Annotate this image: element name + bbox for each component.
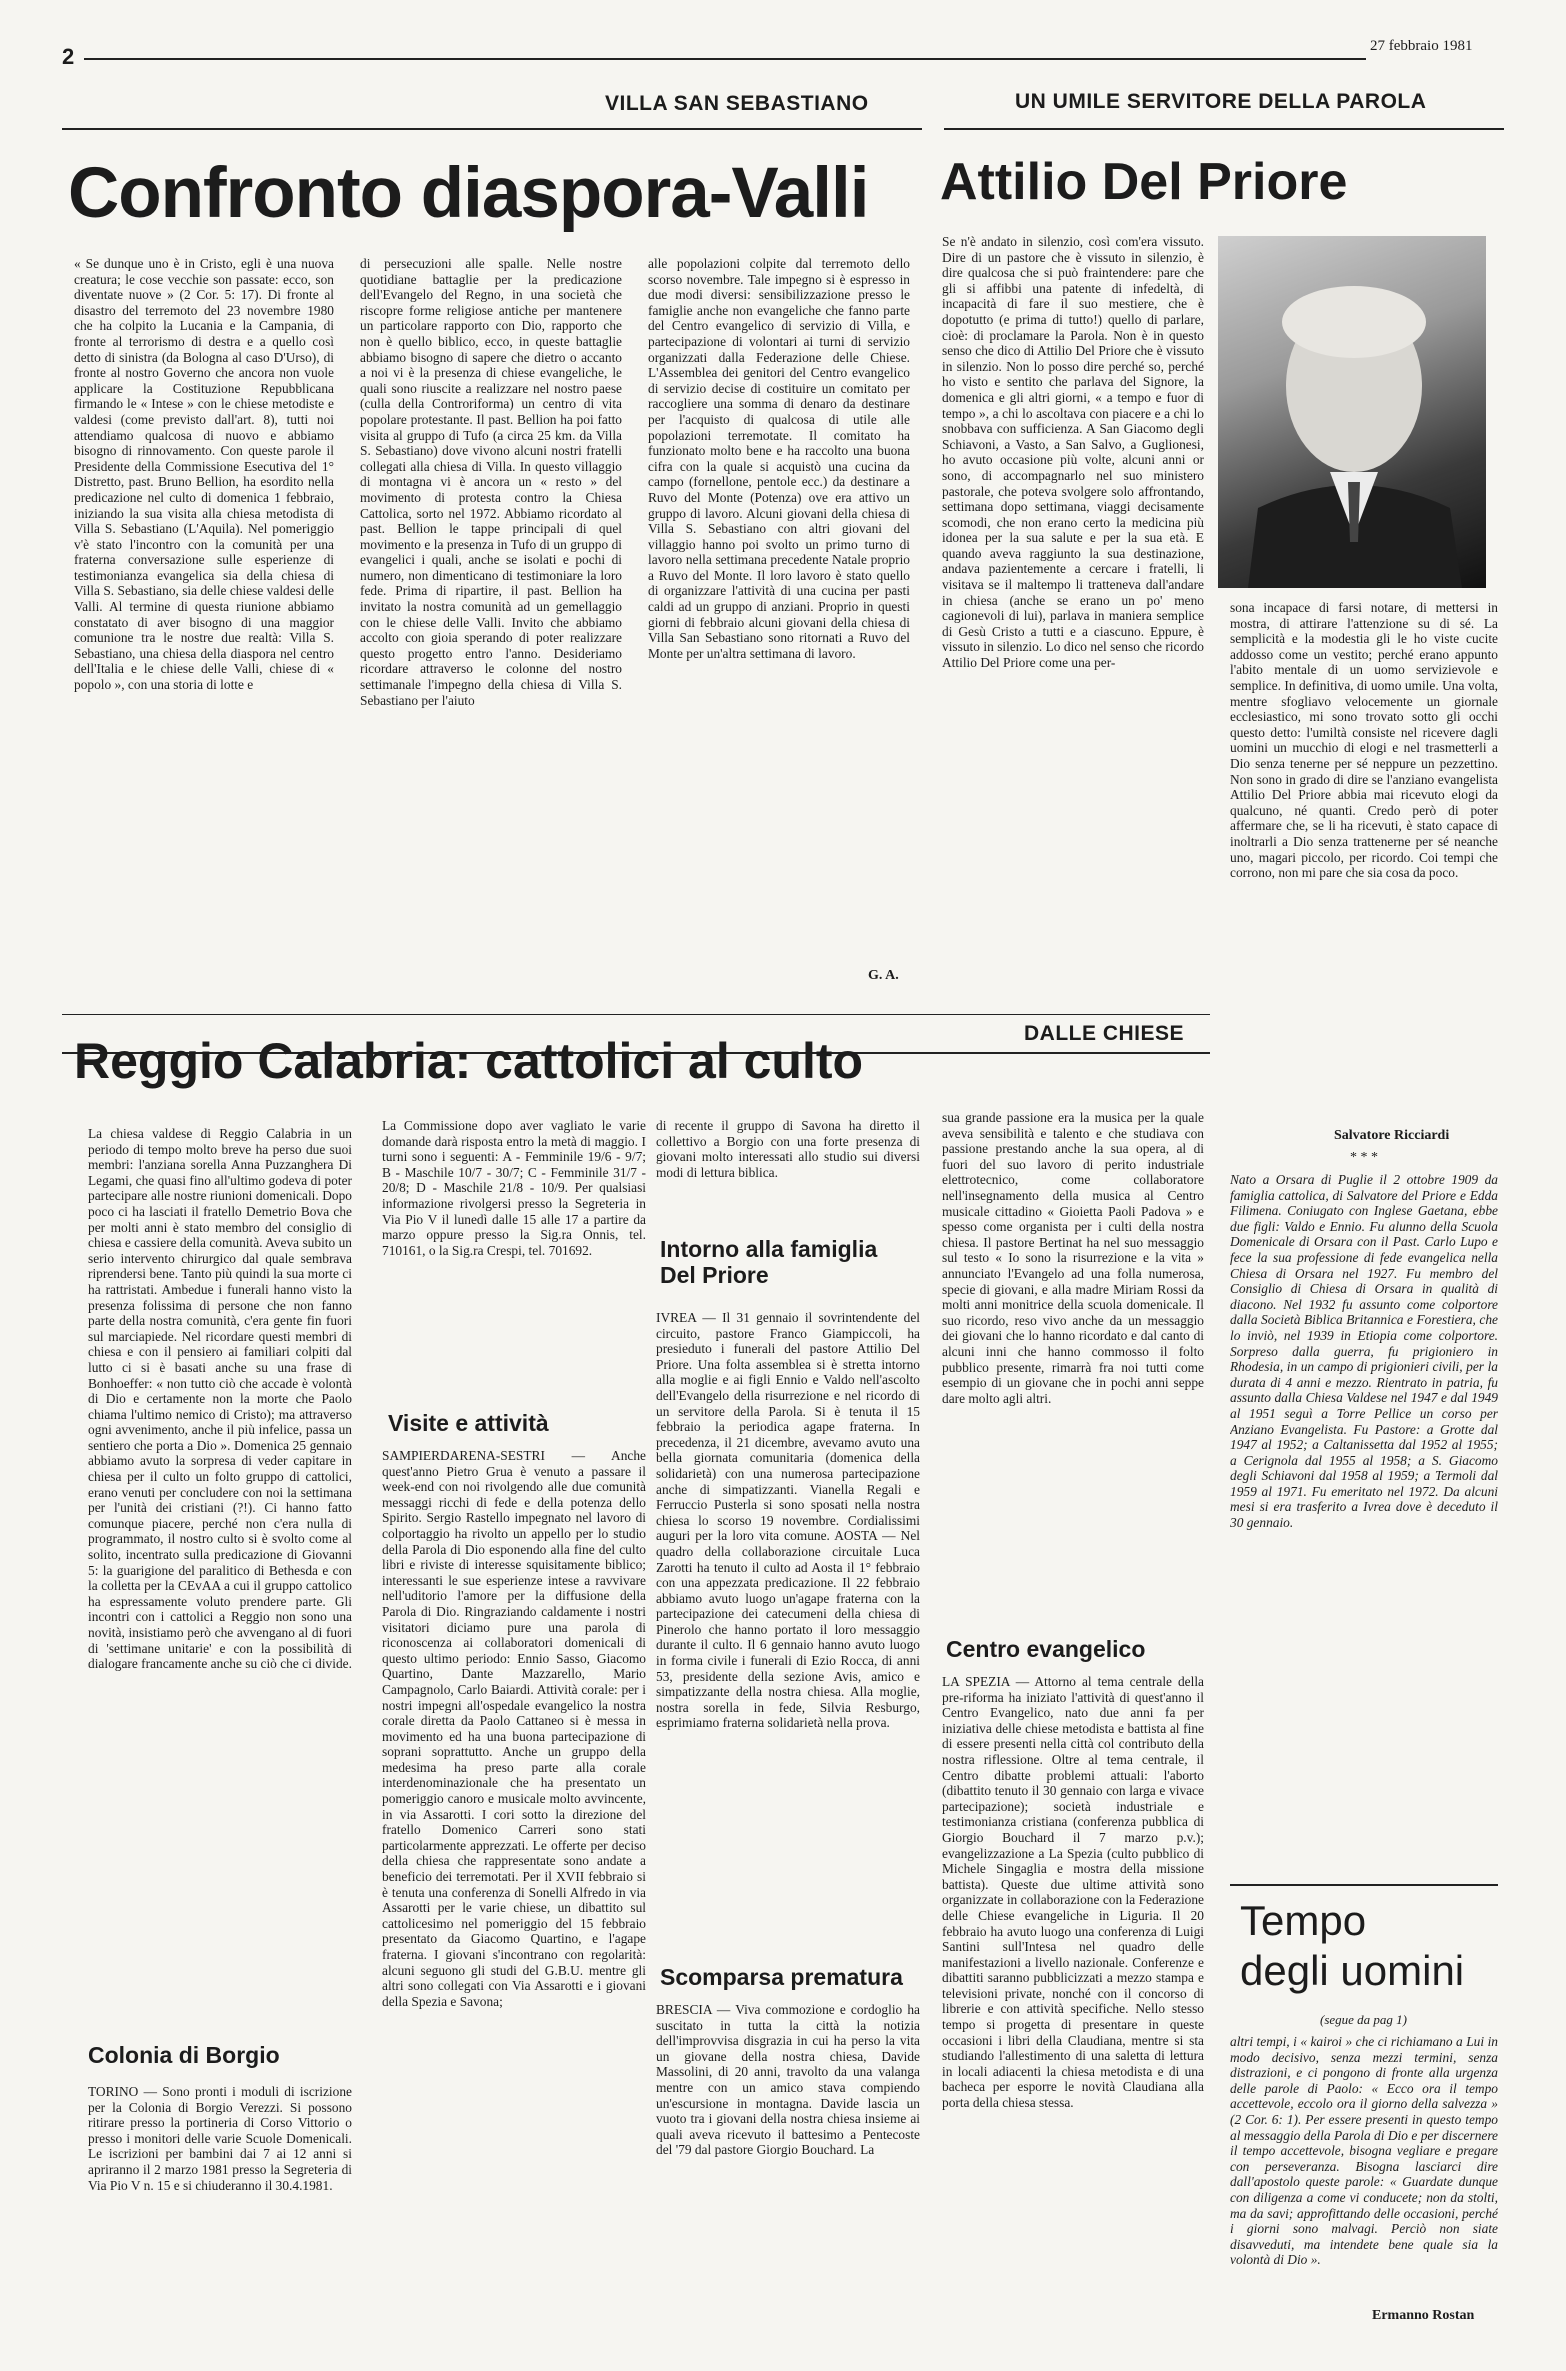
article-reggio-col2: La Commissione dopo aver vagliato le varie domande darà risposta entro la metà di maggio. I turni sono i seguenti: A - Femminile 19/6 - 9/7; B - Maschile 10/7 - 30/7; C - Femminile 31/7 - 20/8; D - Maschile 21/8 - 10/9. Per qualsiasi informazione rivolgersi presso la Segreteria in Via Pio V il lunedì dalle 15 alle 17 a partire da marzo oppure presso la Sig.ra Onnis, tel. 710161, o la Sig.ra Crespi, tel. 701692.: [382, 1118, 646, 1258]
article-separator: [62, 1014, 1210, 1015]
visite-text: SAMPIERDARENA-SESTRI — Anche quest'anno Pietro Grua è venuto a passare il week-end con noi rivolgendo alle due comunità messaggi ricchi di fede e della potenza dello Spirito. Sergio Rastello impegnato nel lavoro di colportaggio ha rivolto un appello per lo studio della Parola di Dio esponendo alla fine del culto libri e riviste di interesse squisitamente biblico; interessanti le sue esperienze intese a ravvivare nell'uditorio l'amore per la diffusione della Parola di Dio. Ringraziando caldamente i nostri visitatori diciamo pure una parola di riconoscenza ai collaboratori domenicali di questo ultimo periodo: Ennio Sasso, Giacomo Quartino, Dante Mazzarello, Mario Campagnolo, Carlo Baiardi. Attività corale: per i nostri impegni all'ospedale evangelico la nostra corale diretta da Paolo Cattaneo si è messa in movimento ed ha una buona partecipazione di soprani soprattutto. Anche un gruppo della medesima ha preso parte alla corale interdenominazionale che ha presentato un pomeriggio canoro e musicale molto avvincente, in via Assarotti. I cori sotto la direzione del fratello Domenico Carreri sono stati particolarmente apprezzati. Le offerte per deciso della chiesa che rappresentate sono andate a beneficio dei terremotati. Per il XVII febbraio si è tenuta una conferenza di Sonelli Alfredo in via Assarotti per le varie chiese, un dibattito sul cattolicesimo nel pomeriggio del 15 febbraio presentato da Giacomo Quartino, e l'agape fraterna. I giovani s'incontrano con regolarità: alcuni seguono gli studi del G.B.U. mentre gli altri sono collegati con Via Assarotti e i giovani della Spezia e Savona;: [382, 1448, 646, 2009]
article-diaspora-col1: « Se dunque uno è in Cristo, egli è una nuova creatura; le cose vecchie son passate: ecco, son diventate nuove » (2 Cor. 5: 17). Di fronte al disastro del terremoto del 23 novembre 1980 che ha colpito la Lucania e la Campania, di fronte al terrorismo di destra e a quello così detto di sinistra (da Bologna al caso D'Urso), di fronte al nostro Governo che ancora non vuole applicare la Costituzione Repubblicana firmando le « Intese » con le chiese metodiste e valdesi (come previsto dall'art. 8), tutti noi attendiamo qualcosa di nuovo e abbiamo bisogno di rinnovamento. Con queste parole il Presidente della Commissione Esecutiva del 1° Distretto, past. Bruno Bellion, ha esordito nella predicazione nel culto di domenica 1 febbraio, iniziando la sua visita alla chiesa metodista di Villa S. Sebastiano (L'Aquila). Nel pomeriggio v'è stato l'incontro con la comunità per una fraterna conversazione sulle esperienze di testimonianza evangelica sia della chiesa di Villa S. Sebastiano, sia delle chiese valdesi delle Valli. Al termine di questa riunione abbiamo constatato di aver bisogno di una maggior comunione tra le nostre due realtà: Villa S. Sebastiano, una chiesa della diaspora nel centro dell'Italia e le chiese delle Valli, chiese di « popolo », con una storia di lotte e: [74, 256, 334, 693]
tempo-rule: [1230, 1884, 1498, 1886]
subhead-colonia: Colonia di Borgio: [88, 2042, 280, 2068]
intorno-text: IVREA — Il 31 gennaio il sovrintendente del circuito, pastore Franco Giampiccoli, ha presieduto i funerali del pastore Attilio Del Priore. Una folta assemblea si è stretta intorno alla moglie e ai figli Ennio e Valdo nell'ascolto dell'Evangelo della risurrezione e nel ricordo di un servitore della Parola. Si è tenuta il 15 febbraio la periodica agape fraterna. In precedenza, il 21 dicembre, avevamo avuto una bella giornata comunitaria (domenica della solidarietà) con una numerosa partecipazione anche di simpatizzanti. Vianella Regali e Ferruccio Pusterla si sono sposati nella nostra chiesa lo scorso 19 novembre. Cordialissimi auguri per la loro vita comune. AOSTA — Nel quadro della collaborazione circuitale Luca Zarotti ha tenuto il culto ad Aosta il 1° febbraio con una appezzata predicazione. Il 22 febbraio abbiamo avuto luogo un'agape fraterna con la partecipazione dei catecumeni della chiesa di Pinerolo che hanno portato il loro messaggio durante il culto. Il 6 gennaio hanno avuto luogo in forma civile i funerali di Ezio Rocca, di anni 53, presidente della sezione Avis, amico e simpatizzante della nostra chiesa. Alla moglie, nostra sorella in fede, Silvia Resburgo, esprimiamo fraterna solidarietà nella prova.: [656, 1310, 920, 1731]
article-title-diaspora: Confronto diaspora-Valli: [68, 154, 869, 233]
article-reggio-col4: sua grande passione era la musica per la quale aveva sensibilità e talento e che studiava con passione prestando anche la sua opera, al di fuori del suo lavoro di perito industriale elettrotecnico, come collaboratore nell'insegnamento della musica al Centro musicale cittadino « Gioietta Paoli Padova » e spesso come organista per i culti della nostra chiesa. Il pastore Bertinat ha nel suo messaggio sul testo « Io sono la risurrezione e la vita » annunciato l'Evangelo ad una folla numerosa, specie di giovani, e alla madre Miriam Rossi da molti anni monitrice della scuola domenicale. Il suo ricordo, reso vivo anche da un messaggio dei giovani che lo hanno ricordato e dal canto di alcuni inni che hanno commosso il folto pubblico presente, rimarrà fra noi tutti come esempio di un giovane che in pochi anni seppe dare molto agli altri.: [942, 1110, 1204, 1406]
scomparsa-text: BRESCIA — Viva commozione e cordoglio ha suscitato in tutta la città la notizia dell'improvvisa disgrazia in cui ha perso la vita un giovane della nostra chiesa, Davide Massolini, di 20 anni, travolto da una valanga mentre con un amico stava compiendo un'escursione in montagna. Davide lascia un vuoto tra i giovani della nostra chiesa insieme ai quali aveva ricevuto il battesimo a Pentecoste del '79 dal pastore Giorgio Bouchard. La: [656, 2002, 920, 2158]
del-priore-biography: Nato a Orsara di Puglie il 2 ottobre 1909 da famiglia cattolica, di Salvatore del Priore e Edda Filimena. Coniugato con Inglese Gaetana, ebbe due figli: Valdo e Ennio. Fu alunno della Scuola Domenicale di Orsara con il Past. Carlo Lupo e fece la sua professione di fede evangelica nella Chiesa di Orsara nel 1927. Fu membro del Consiglio di Chiesa di Orsara in qualità di diacono. Nel 1932 fu assunto come colportore dalla Società Biblica Britannica e Forestiera, che lo inviò, nel 1939 in Etiopia come colportore. Sorpreso dalla guerra, fu prigioniero in Rhodesia, in un campo di prigionieri civili, per la durata di 4 anni e mezzo. Rientrato in patria, fu assunto dalla Chiesa Valdese nel 1947 e dal 1949 al 1951 seguì a Torre Pellice un corso per Anziano Evangelista. Fu Pastore: a Grotte dal 1947 al 1952; a Caltanissetta dal 1952 al 1955; a Cerignola dal 1955 al 1958; a S. Giacomo degli Schiavoni dal 1958 al 1959; a Termoli dal 1959 al 1971. Fu emeritato nel 1972. Da alcuni mesi si era trasferito a Ivrea dove è deceduto il 30 gennaio.: [1230, 1172, 1498, 1531]
section-label-left: VILLA SAN SEBASTIANO: [605, 92, 869, 115]
colonia-text: TORINO — Sono pronti i moduli di iscrizione per la Colonia di Borgio Verezzi. Si possono ritirare presso la portineria di Corso Vittorio o presso i monitori delle varie Scuole Domenicali. Le iscrizioni per bambini dai 7 ai 12 anni si apriranno il 2 marzo 1981 presso la Segreteria di Via Pio V n. 15 e si chiuderanno il 30.4.1981.: [88, 2084, 352, 2193]
signature-rostan: Ermanno Rostan: [1372, 2308, 1475, 2323]
section-label-churches: DALLE CHIESE: [1024, 1022, 1185, 1045]
article-diaspora-col3: alle popolazioni colpite dal terremoto dello scorso novembre. Tale impegno si è espresso in due modi diversi: sensibilizzazione presso le famiglie anche non evangeliche che fanno parte del Centro evangelico di servizio di Villa, e partecipazione di volontari ai turni di servizio organizzati dalla Federazione delle Chiese. L'Assemblea dei genitori del Centro evangelico di servizio decise di costituire un comitato per raccogliere una somma di denaro da destinare per l'acquisto di qualcosa di utile alle popolazioni terremotate. Il comitato ha funzionato molto bene e ha raccolto una buona cifra con la quale si acquistò una cucina da campo (fornellone, pentole ecc.) da destinare a Ruvo del Monte (Potenza) ove era attivo un gruppo di lavoro. Alcuni giovani della chiesa di Villa S. Sebastiano con altri giovani del villaggio hanno poi svolto un primo turno di lavoro nella settimana precedente Natale proprio a Ruvo del Monte. Il loro lavoro è stato quello di organizzare l'attività di una cucina per pasti caldi ad un gruppo di anziani. Proprio in questi giorni di febbraio alcuni giovani della chiesa di Villa San Sebastiano sono ritornati a Ruvo del Monte per un'altra settimana di lavoro.: [648, 256, 910, 661]
tempo-title-line2: degli uomini: [1240, 1947, 1465, 1994]
subhead-centro: Centro evangelico: [946, 1636, 1146, 1662]
article-reggio-col1: La chiesa valdese di Reggio Calabria in un periodo di tempo molto breve ha perso due suoi membri: l'anziana sorella Anna Puzzanghera Di Legami, che quasi fino all'ultimo godeva di poter partecipare alle nostre riunioni domenicali. Dopo poco ci ha lasciati il fratello Demetrio Bova che per molti anni è stato membro del consiglio di chiesa e cassiere della comunità. Aveva subito un serio intervento chirurgico dal quale sembrava riprendersi bene. Tanto più quindi la sua morte ci ha rattristati. Ambedue i funerali hanno visto la presenza folissima di persone che non fanno parte della nostra comunità, c'era gente fin fuori sul marciapiede. Nel ricordare questi membri di chiesa e con il pensiero ai familiari colpiti dal lutto ci si è basati anche su una frase di Bonhoeffer: « non tutto ciò che accade è volontà di Dio e certamente non la morte che Paolo chiama l'ultimo nemico di Cristo); ma attraverso ogni avvenimento, anche il più infelice, passa un sentiero che porta a Dio ». Domenica 25 gennaio abbiamo avuto la sorpresa di veder capitare in chiesa per il culto un folto gruppo di cattolici, erano venuti per concludere con noi la settimana per l'unità dei cristiani (?!). Ci hanno fatto comunque piacere, perché non c'era nulla di programmato, il nostro culto si è svolto come al solito, incentrato sulla predicazione di Giovanni 5: la guarigione del paralitico di Bethesda e con la colletta per la CEvAA a cui il gruppo cattolico ha espressamente voluto prendere parte. Gli incontri con i cattolici a Reggio non sono una novità, insistiamo però che avvengano al di fuori di 'settimane unitarie' e con la possibilità di dialogare francamente anche su ciò che ci divide.: [88, 1126, 352, 1672]
issue-date: 27 febbraio 1981: [1370, 38, 1473, 54]
section-label-right: UN UMILE SERVITORE DELLA PAROLA: [1015, 90, 1427, 113]
article-del-priore-col1: Se n'è andato in silenzio, così com'era vissuto. Dire di un pastore che è vissuto in silenzio, è dire qualcosa che si può fraintendere: pare che gli si affibbi una patente di infedeltà, di incapacità di fare il suo mestiere, che è dopotutto (e prima di tutto!) quello di parlare, cioè: di proclamare la Parola. Non è in questo senso che dico di Attilio Del Priore che è vissuto in silenzio. Non lo posso dire perché so, perché ho visto e sentito che parlava del Signore, la domenica e gli altri giorni, « a tempo e fuor di tempo », a chi lo ascoltava con piacere e a chi lo snobbava con sufficienza. A San Giacomo degli Schiavoni, a Vasto, a San Salvo, a Guglionesi, ho avuto occasione più volte, alcuni anni or sono, di accompagnarlo nel suo ministero pastorale, che poteva svolgere solo affrontando, settimana dopo settimana, viaggi decisamente scomodi, che non erano certo la medicina più idonea per la sua salute e per la sua età. E quando aveva raggiunto la sua destinazione, andava pazientemente a cercare i fratelli, li visitava se il maltempo li tratteneva dall'andare in chiesa (anche se erano un po' meno cagionevoli di lui), parlava in maniera semplice di Gesù Cristo a tutti e a ciascuno. Eppure, è vissuto in silenzio. Lo dico nel senso che ricordo Attilio Del Priore come una per-: [942, 234, 1204, 671]
portrait-photo: [1218, 236, 1486, 588]
tempo-text: altri tempi, i « kairoi » che ci richiamano a Lui in modo decisivo, senza mezzi termini, senza distrazioni, e ci pongono di fronte alla urgenza delle parole di Paolo: « Ecco ora il tempo accettevole, eccolo ora il giorno della salvezza » (2 Cor. 6: 1). Per essere presenti in questo tempo al messaggio della Parola di Dio e per discernere il tempo accettevole, bisogna vegliare e pregare con perseveranza. Bisogna lasciarci dire dall'apostolo queste parole: « Guardate dunque con diligenza a come vi conducete; non da stolti, ma da savi; approfittando delle occasioni, perché i giorni sono malvagi. Perciò non siate disavveduti, ma intendete bene quale sia la volontà di Dio ».: [1230, 2034, 1498, 2268]
subhead-scomparsa: Scomparsa prematura: [660, 1964, 903, 1990]
page-number: 2: [62, 44, 75, 69]
article-del-priore-col2: sona incapace di farsi notare, di mettersi in mostra, di attirare l'attenzione su di sé. La semplicità e la modestia gli le ho viste cucite addosso come un vestito; perché erano appunto l'abito mentale di un uomo servizievole e semplice. In definitiva, di uomo umile. Una volta, mentre sfogliavo velocemente un giornale ecclesiastico, mi sono trovato sotto gli occhi questo detto: l'umiltà consiste nel ricevere dagli uomini un mucchio di elogi e nel trasmetterli a Dio senza tenerne per sé neppure un pezzettino. Non sono in grado di dire se l'anziano evangelista Attilio Del Priore abbia mai ricevuto elogi da qualcuno, né quanti. Credo però di poter affermare che, se li ha ricevuti, è stato capace di inoltrarli a Dio senza trattenerne per sé neanche uno, magari piccolo, per ricordo. Coi tempi che corrono, non mi pare che sia cosa da poco.: [1230, 600, 1498, 881]
masthead-rule: [84, 58, 1366, 60]
subhead-intorno: Intorno alla famiglia Del Priore: [660, 1236, 878, 1289]
article-diaspora-col2: di persecuzioni alle spalle. Nelle nostre quotidiane battaglie per la predicazione dell'Evangelo del Regno, in una società che riscopre forme religiose antiche per mantenere un particolare rapporto con Dio, rapporto che non è quello biblico, ecco, in queste battaglie abbiamo bisogno di sapere che dietro o accanto a noi vi è la presenza di chiese evangeliche, le quali sono riuscite a realizzare nel nostro paese (culla della Controriforma) un centro di vita popolare protestante. Il past. Bellion ha poi fatto visita al gruppo di Tufo (a circa 25 km. da Villa S. Sebastiano) dove vivono alcuni nostri fratelli collegati alla chiesa di Villa. In questo villaggio di montagna vi è ancora un « resto » del movimento di protesta contro la Chiesa Cattolica, sorto nel 1972. Abbiamo ricordato al past. Bellion le tappe principali di quel movimento e la presenza in Tufo di un gruppo di evangelici i quali, anche se isolati e pochi di numero, non dimenticano di testimoniare la loro fede. Prima di ripartire, il past. Bellion ha invitato la nostra comunità ad un gemellaggio con le chiese delle Valli. Invito che abbiamo accolto con gioia sperando di poter realizzare questo progetto entro l'anno. Desideriamo ricordare attraverso le colonne del nostro settimanale l'impegno della chiesa di Villa S. Sebastiano per l'aiuto: [360, 256, 622, 708]
signature-ricciardi: Salvatore Ricciardi: [1334, 1128, 1450, 1143]
subhead-visite: Visite e attività: [388, 1410, 549, 1436]
tempo-title-line1: Tempo: [1240, 1897, 1367, 1944]
section-rule-left: [62, 128, 922, 130]
portrait-illustration: [1218, 236, 1486, 588]
stars-divider: * * *: [1350, 1150, 1378, 1165]
article-reggio-col3: di recente il gruppo di Savona ha diretto il collettivo a Borgio con una forte presenza di giovani molto interessati allo studio sui diversi modi di lettura biblica.: [656, 1118, 920, 1180]
article-title-del-priore: Attilio Del Priore: [940, 153, 1348, 211]
article-title-reggio: Reggio Calabria: cattolici al culto: [74, 1033, 864, 1089]
continued-note: (segue da pag 1): [1320, 2012, 1408, 2027]
section-rule-right: [944, 128, 1504, 130]
centro-text: LA SPEZIA — Attorno al tema centrale della pre-riforma ha iniziato l'attività di quest'anno il Centro Evangelico, nato due anni fa per iniziativa delle chiese metodista e battista al fine di essere presenti nella città col contributo della nostra riflessione. Oltre al tema centrale, il Centro dibatte problemi attuali: l'aborto (dibattito tenuto il 30 gennaio con larga e vivace partecipazione); società industriale e testimonianza cristiana (conferenza pubblica di Giorgio Bouchard il 7 marzo p.v.); evangelizzazione a La Spezia (culto pubblico di Michele Singaglia e mostra della missione battista). Queste due ultime attività sono organizzate in collaborazione con la Federazione delle Chiese evangeliche in Liguria. Il 20 febbraio ha avuto luogo una conferenza di Luigi Santini sull'Intesa nel quadro delle manifestazioni a livello nazionale. Conferenze e dibattiti saranno pubblicizzati a mezzo stampa e televisioni private, nonché con il concorso di librerie e con attività specifiche. Nello stesso tempo si progetta di presentare in queste occasioni i libri della Claudiana, mentre si sta studiando l'allestimento di una saletta di lettura in locali adiacenti la chiesa metodista e di una bacheca per esporre le novità Claudiana alla porta della chiesa stessa.: [942, 1674, 1204, 2111]
signature-ga: G. A.: [868, 968, 899, 983]
